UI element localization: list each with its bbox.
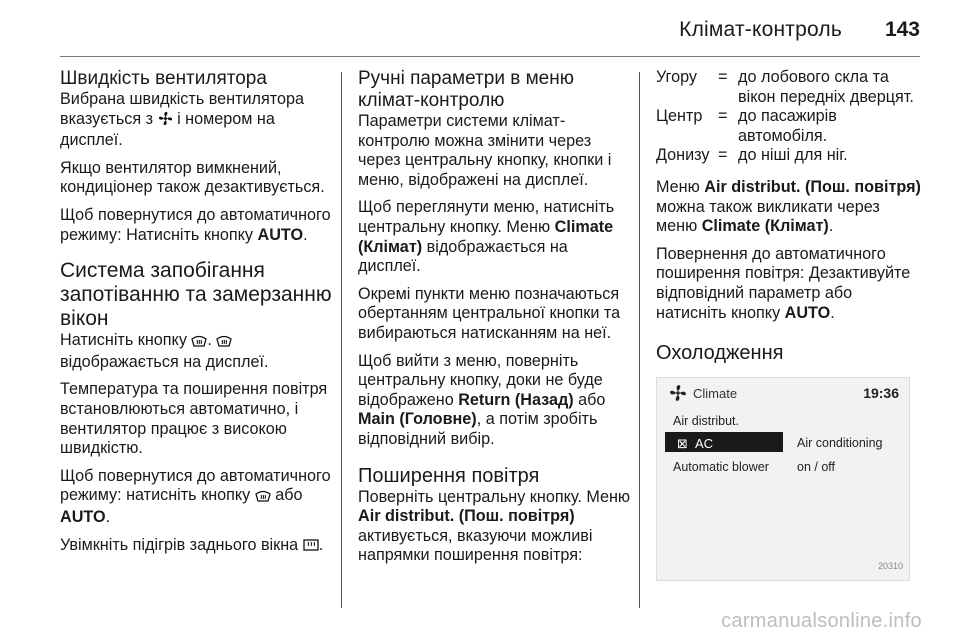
ac-checkbox-icon: ⊠: [677, 436, 688, 452]
menu-item-ac-selected[interactable]: [665, 432, 783, 452]
rear-window-heater-icon: [303, 538, 319, 558]
para-defrost-press: Натисніть кнопку . відображається на дисплеї.: [60, 331, 269, 371]
figure-code: 20310: [877, 560, 903, 571]
direction-desc: до ніші для ніг.: [738, 146, 848, 165]
heading-cooling: Охолодження: [656, 342, 784, 365]
para-view-menu: Щоб переглянути меню, натисніть центральну кнопку. Меню Climate (Клімат) відображається на дисплеї.: [358, 198, 615, 276]
windscreen-defrost-icon-3: [255, 488, 271, 508]
windscreen-defrost-icon: [191, 333, 207, 353]
screen-title: Climate: [693, 386, 738, 402]
column-divider-1: [341, 72, 342, 608]
para-air-distribution: Поверніть центральну кнопку. Меню Air distribut. (Пош. повітря) активується, вказуючи можливі напрямки поширення повітря:: [358, 487, 631, 565]
heading-defrost: Система запобігання запотіванню та замерзанню вікон: [60, 259, 332, 331]
para-temperature: Температура та поширення повітря встановлюються автоматично, і вентилятор працює з високою швидкістю.: [60, 380, 328, 458]
direction-term: Центр: [656, 107, 703, 126]
para-auto-return-2: Щоб повернутися до автоматичного режиму: натисніть кнопку або AUTO.: [60, 466, 331, 526]
heading-fan-speed: Швидкість вентилятора: [60, 68, 267, 89]
windscreen-defrost-icon-2: [216, 333, 232, 353]
heading-manual-settings: Ручні параметри в меню клімат-контролю: [358, 68, 574, 111]
fan-icon: [158, 111, 173, 132]
direction-table: [656, 68, 924, 166]
detail-label-air-conditioning: Air conditioning: [797, 436, 883, 451]
page-number: 143: [884, 18, 920, 41]
direction-eq: =: [718, 107, 728, 126]
direction-desc: до лобового скла та вікон передніх дверцят.: [738, 68, 914, 106]
column-3: [656, 68, 924, 581]
header-divider: [60, 56, 920, 57]
para-fan-off: Якщо вентилятор вимкнений, кондиціонер також дезактивується.: [60, 158, 325, 197]
para-auto-return-1: Щоб повернутися до автоматичного режиму: Натисніть кнопку AUTO.: [60, 205, 331, 244]
direction-term: Донизу: [656, 146, 710, 165]
column-1: [60, 68, 332, 565]
auto-key-label: AUTO: [257, 225, 304, 244]
direction-term: Угору: [656, 68, 698, 86]
page-header: [0, 0, 960, 58]
fan-icon: [669, 384, 687, 408]
para-params: Параметри системи клімат-контролю можна змінити через через центральну кнопку, кнопки і меню, відображені на дисплеї.: [358, 112, 612, 189]
menu-item-air-distribution[interactable]: Air distribut.: [673, 414, 739, 429]
climate-display-screen: [656, 377, 910, 581]
para-exit-menu: Щоб вийти з меню, поверніть центральну кнопку, доки не буде відображено Return (Назад) або Main (Головне), а потім зробіть відповідний вибір.: [358, 351, 606, 448]
screen-clock: 19:36: [863, 385, 899, 402]
para-fan-indication: Вибрана швидкість вентилятора вказується з і номером на дисплеї.: [60, 90, 305, 150]
para-return-auto: Повернення до автоматичного поширення повітря: Дезактивуйте відповідний параметр або натисніть кнопку AUTO.: [656, 244, 911, 322]
column-divider-2: [639, 72, 640, 608]
direction-desc: до пасажирів автомобіля.: [738, 107, 837, 145]
direction-eq: =: [718, 68, 728, 86]
chapter-title: Клімат-контроль: [679, 18, 842, 41]
para-menu-alt: Меню Air distribut. (Пош. повітря) можна також викликати через меню Climate (Клімат).: [656, 177, 921, 236]
heading-air-distribution: Поширення повітря: [358, 464, 540, 487]
menu-item-ac-label: AC: [695, 436, 714, 452]
para-menu-items: Окремі пункти меню позначаються обертанням центральної кнопки та вибираються натисканням на неї.: [358, 284, 621, 342]
para-rear-window: Увімкніть підігрів заднього вікна .: [60, 536, 332, 558]
menu-item-automatic-blower[interactable]: Automatic blower: [673, 460, 769, 475]
detail-value-on-off: on / off: [797, 460, 835, 475]
watermark: carmanualsonline.info: [721, 610, 922, 632]
column-2: [358, 68, 633, 574]
direction-eq: =: [718, 146, 728, 165]
